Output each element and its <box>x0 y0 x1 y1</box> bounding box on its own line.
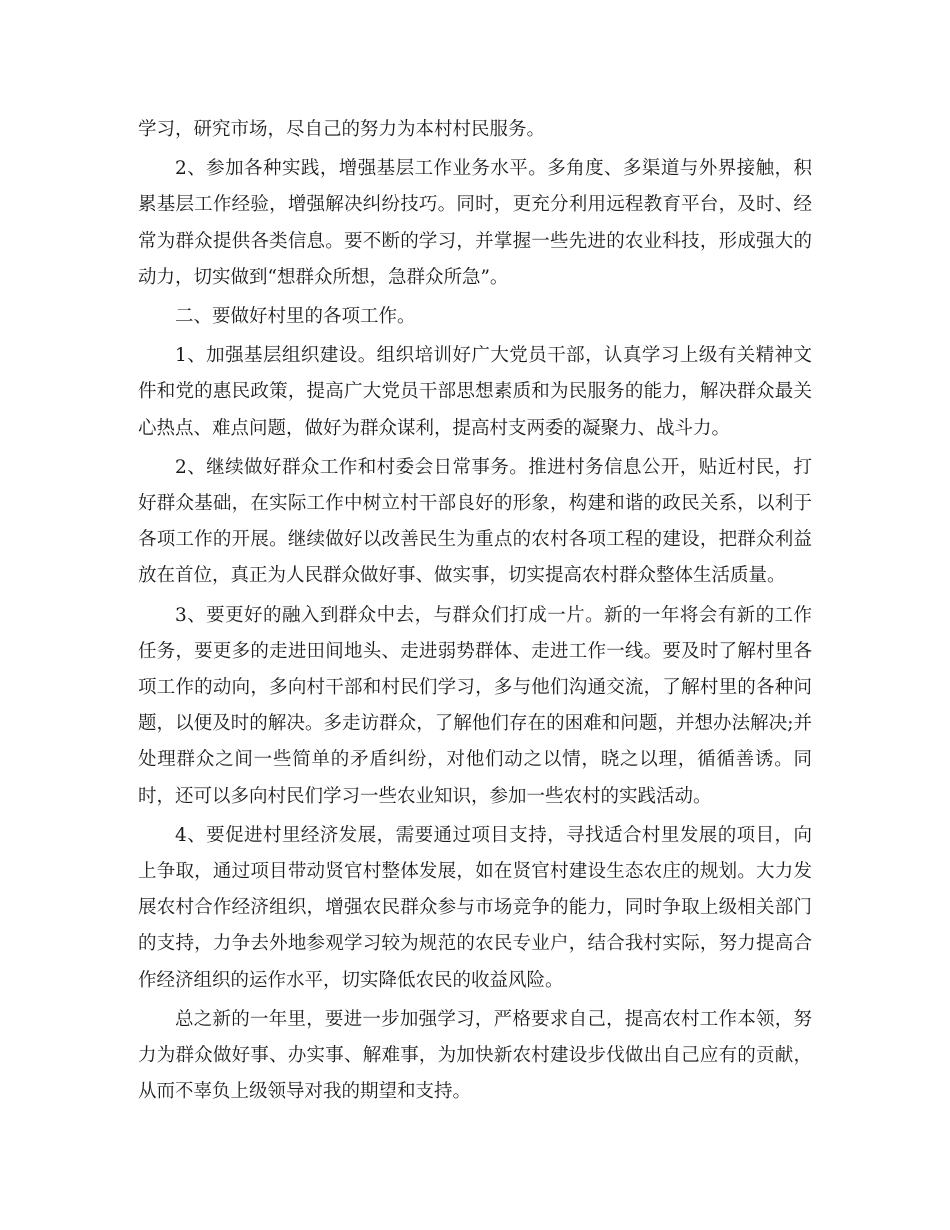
paragraph: 2、参加各种实践，增强基层工作业务水平。多角度、多渠道与外界接触，积累基层工作经验，增强解决纠纷技巧。同时，更充分利用远程教育平台，及时、经常为群众提供各类信息。要不断的学习，并掌握一些先进的农业科技，形成强大的动力，切实做到“想群众所想，急群众所急”。 <box>138 158 812 288</box>
paragraph: 2、继续做好群众工作和村委会日常事务。推进村务信息公开，贴近村民，打好群众基础，在实际工作中树立村干部良好的形象，构建和谐的政民关系，以利于各项工作的开展。继续做好以改善民生为重点的农村各项工程的建设，把群众利益放在首位，真正为人民群众做好事、做实事，切实提高农村群众整体生活质量。 <box>138 456 812 587</box>
section-heading: 二、要做好村里的各项工作。 <box>175 306 416 328</box>
document-body <box>138 112 812 1113</box>
paragraph: 学习，研究市场，尽自己的努力为本村村民服务。 <box>138 119 546 140</box>
paragraph: 总之新的一年里，要进一步加强学习，严格要求自己，提高农村工作本领，努力为群众做好事、办实事、解难事，为加快新农村建设步伐做出自己应有的贡献，从而不辜负上级领导对我的期望和支持。 <box>138 1008 812 1103</box>
paragraph: 4、要促进村里经济发展，需要通过项目支持，寻找适合村里发展的项目，向上争取，通过项目带动贤官村整体发展，如在贤官村建设生态农庄的规划。大力发展农村合作经济组织，增强农民群众参与市场竞争的能力，同时争取上级相关部门的支持，力争去外地参观学习较为规范的农民专业户，结合我村实际，努力提高合作经济组织的运作水平，切实降低农民的收益风险。 <box>138 824 812 991</box>
paragraph: 3、要更好的融入到群众中去，与群众们打成一片。新的一年将会有新的工作任务，要更多的走进田间地头、走进弱势群体、走进工作一线。要及时了解村里各项工作的动向，多向村干部和村民们学习，多与他们沟通交流，了解村里的各种问题，以便及时的解决。多走访群众，了解他们存在的困难和问题，并想办法解决;并处理群众之间一些简单的矛盾纠纷，对他们动之以情，晓之以理，循循善诱。同时，还可以多向村民们学习一些农业知识，参加一些农村的实践活动。 <box>138 604 812 807</box>
paragraph: 1、加强基层组织建设。组织培训好广大党员干部，认真学习上级有关精神文件和党的惠民政策，提高广大党员干部思想素质和为民服务的能力，解决群众最关心热点、难点问题，做好为群众谋利，提高村支两委的凝聚力、战斗力。 <box>138 345 812 439</box>
